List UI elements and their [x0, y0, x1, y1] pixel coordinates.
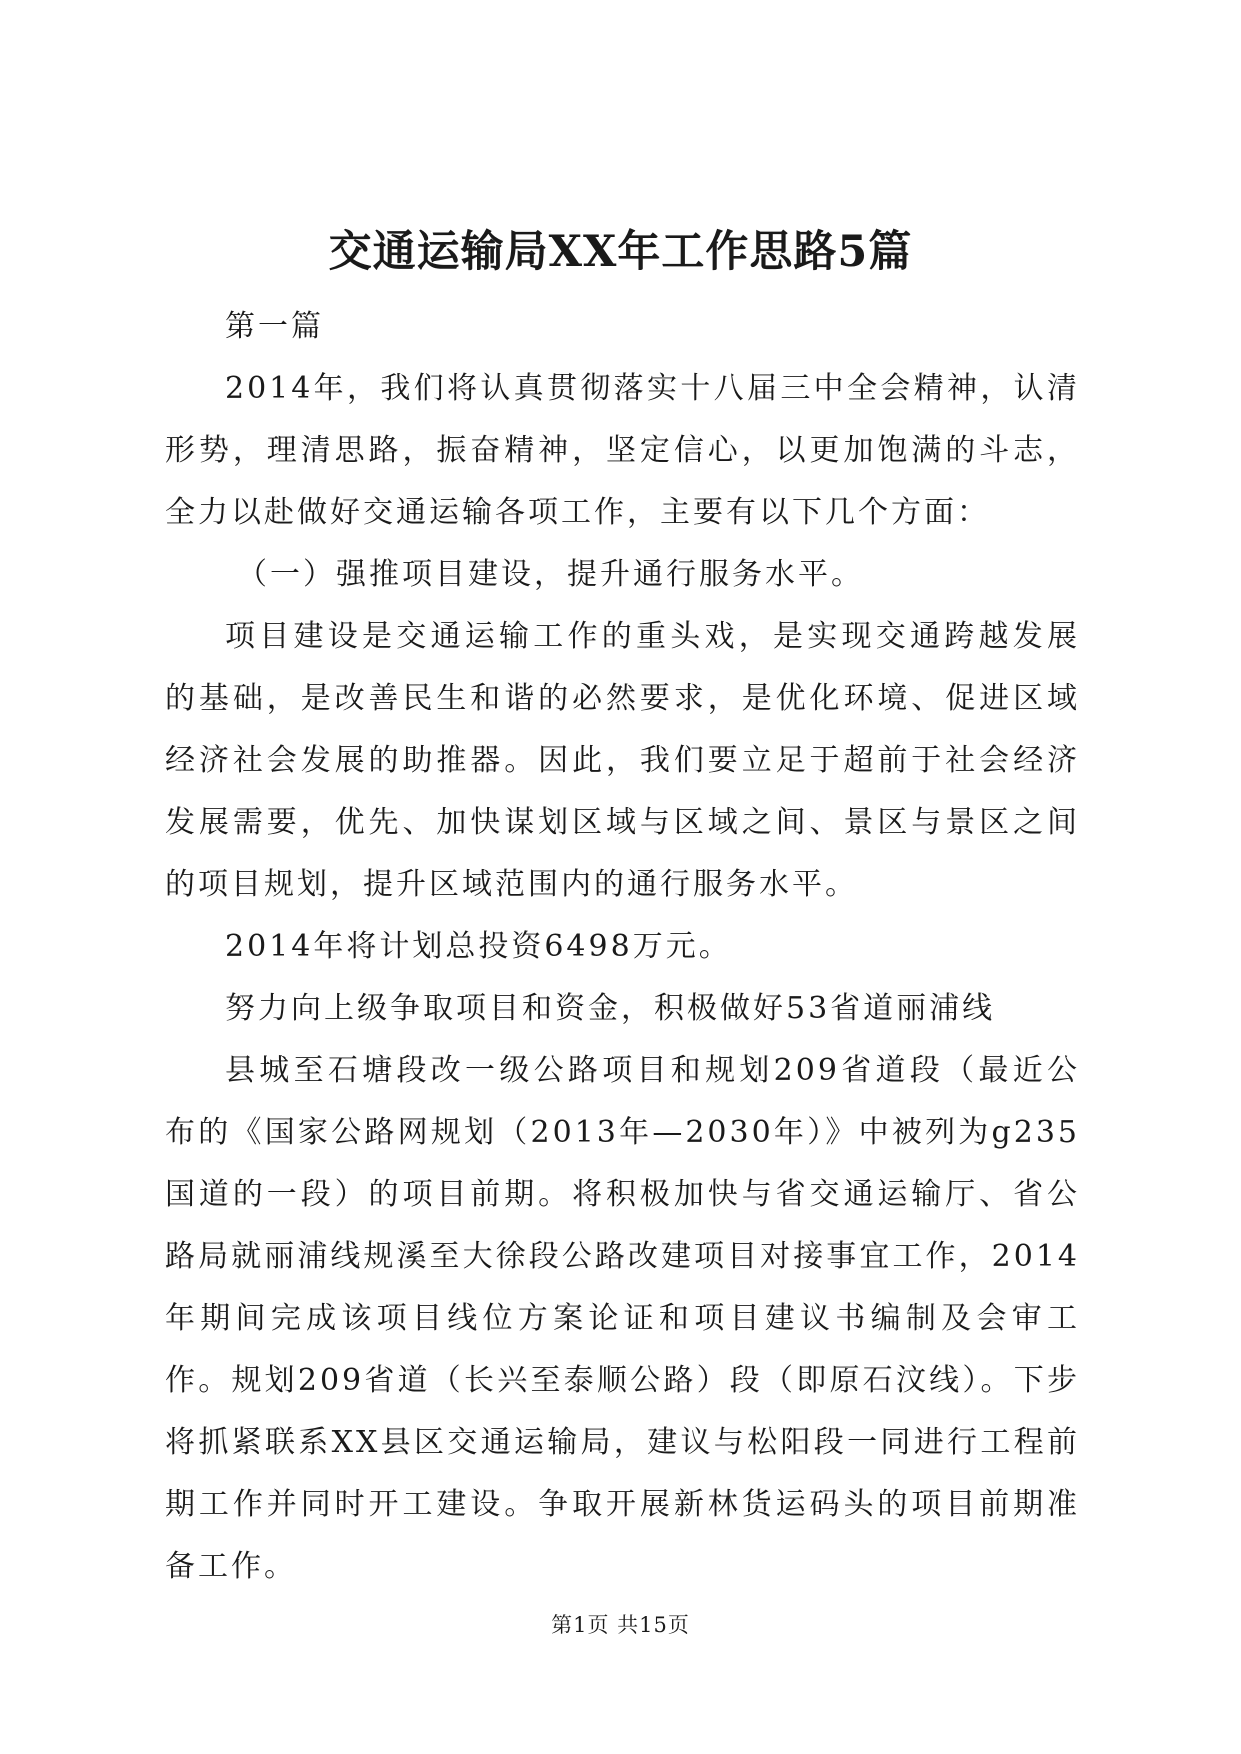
paragraph: 项目建设是交通运输工作的重头戏，是实现交通跨越发展的基础，是改善民生和谐的必然要求，是优化环境、促进区域经济社会发展的助推器。因此，我们要立足于超前于社会经济发展需要，优先、加快谋划区域与区域之间、景区与景区之间的项目规划，提升区域范围内的通行服务水平。 [165, 619, 1080, 902]
subsection-heading: （一）强推项目建设，提升通行服务水平。 [237, 557, 864, 592]
page-footer: 第1页 共15页 [551, 1613, 690, 1637]
document-title: 交通运输局XX年工作思路5篇 [328, 227, 913, 277]
section-heading: 第一篇 [225, 309, 324, 344]
document-body [165, 296, 1080, 1598]
paragraph: 县城至石塘段改一级公路项目和规划209省道段（最近公布的《国家公路网规划（2013年—2030年）》中被列为g235国道的一段）的项目前期。将积极加快与省交通运输厅、省公路局就丽浦线规溪至大徐段公路改建项目对接事宜工作，2014年期间完成该项目线位方案论证和项目建议书编制及会审工作。规划209省道（长兴至泰顺公路）段（即原石汶线）。下步将抓紧联系XX县区交通运输局，建议与松阳段一同进行工程前期工作并同时开工建设。争取开展新林货运码头的项目前期准备工作。 [165, 1053, 1080, 1584]
paragraph: 努力向上级争取项目和资金，积极做好53省道丽浦线 [225, 991, 996, 1026]
paragraph: 2014年将计划总投资6498万元。 [225, 929, 732, 964]
paragraph: 2014年，我们将认真贯彻落实十八届三中全会精神，认清形势，理清思路，振奋精神，坚定信心，以更加饱满的斗志，全力以赴做好交通运输各项工作，主要有以下几个方面： [165, 371, 1080, 530]
